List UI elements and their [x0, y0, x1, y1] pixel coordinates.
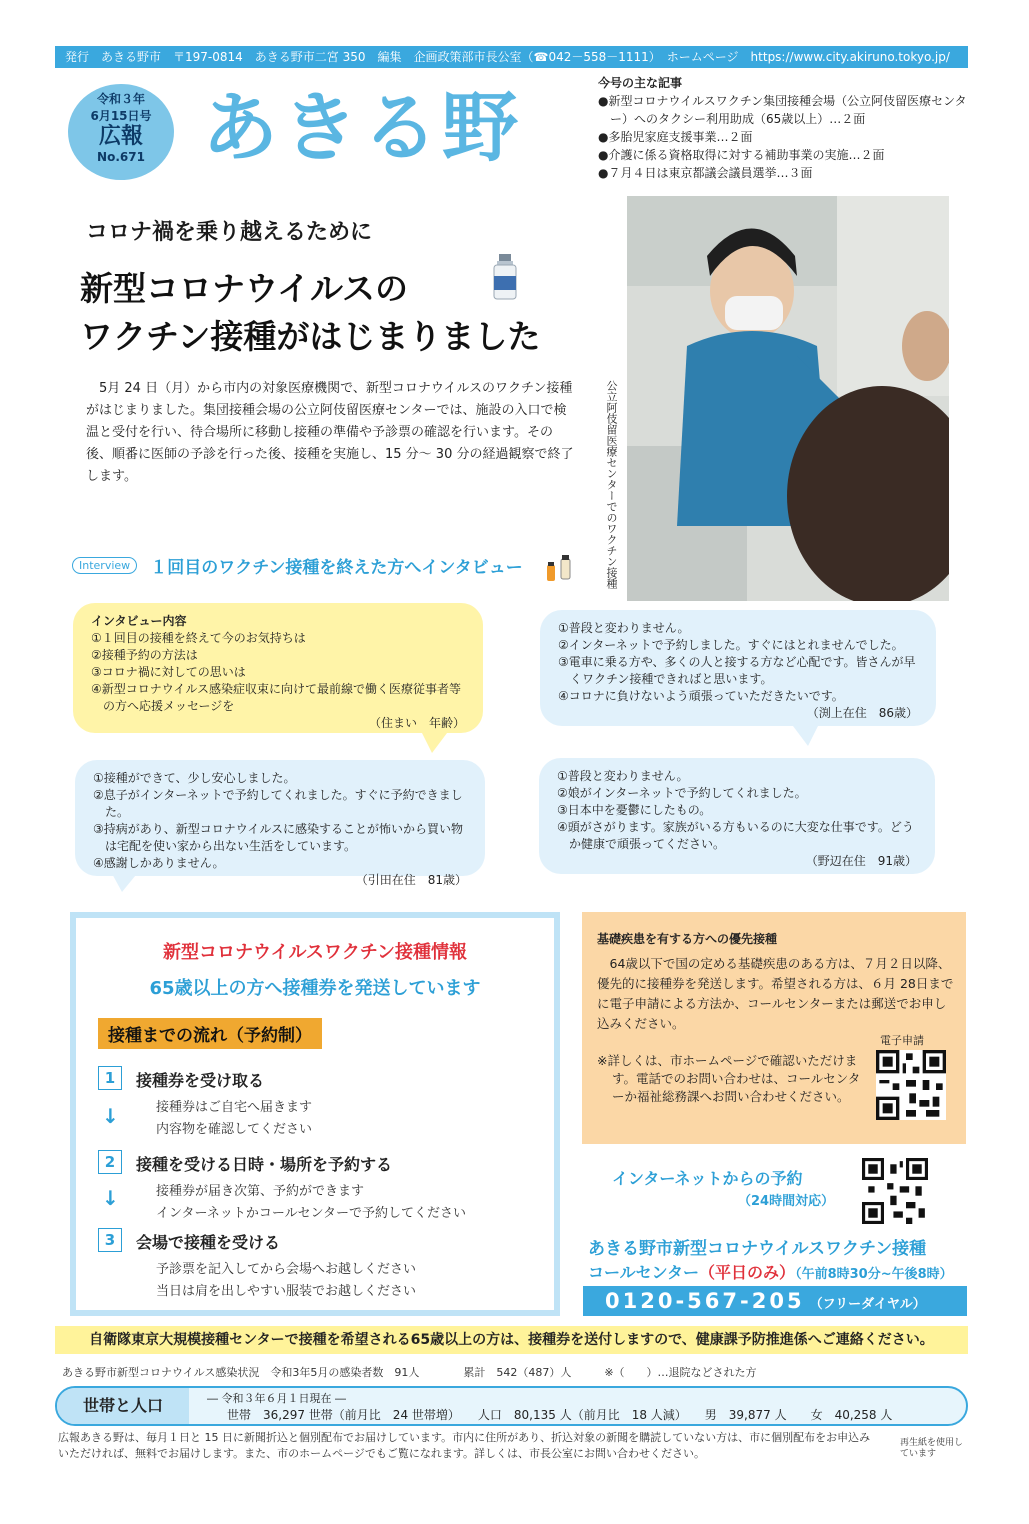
question-line: ②接種予約の方法は	[91, 648, 198, 662]
call-center-hours	[588, 1260, 953, 1283]
masthead-bar	[55, 46, 968, 68]
answer-line: ①普段と変わりません。	[557, 769, 689, 783]
vaccination-photo	[627, 196, 949, 601]
photo-caption: 公立阿伎留医療センターでのワクチン接種	[605, 380, 618, 589]
interview-header	[72, 553, 523, 578]
newspaper-logo: あきる野	[202, 83, 522, 172]
answer-line: ③電車に乗る方や、多くの人と接する方など心配です。皆さんが早くワクチン接種できればと思います。	[558, 655, 916, 686]
call-center-time: （午前8時30分~午後8時）	[795, 1267, 953, 1282]
answer-line: ④感謝しかありません。	[93, 856, 225, 870]
answer-line: ②娘がインターネットで予約してくれました。	[557, 786, 807, 800]
down-arrow-icon: ↓	[102, 1104, 119, 1128]
answer-line: ①接種ができて、少し安心しました。	[93, 771, 296, 785]
question-line: ③コロナ禍に対しての思いは	[91, 665, 246, 679]
bubble-tail	[790, 722, 820, 746]
infection-status: あきる野市新型コロナウイルス感染状況 令和3年5月の感染者数 91人 累計 542（487）人 ※（ ）…退院などされた方	[62, 1366, 757, 1379]
table-of-contents	[598, 74, 968, 182]
answer-line: ①普段と変わりません。	[558, 621, 690, 635]
call-center-label: コールセンター	[588, 1263, 700, 1282]
step-detail: 接種券が届き次第、予約ができます	[156, 1184, 365, 1199]
qr-code-icon[interactable]	[876, 1050, 946, 1120]
respondent-name: （引田在住 81歳）	[355, 873, 467, 887]
weekday-only: （平日のみ）	[699, 1263, 796, 1282]
step-number: 2	[98, 1150, 122, 1174]
population-box	[55, 1386, 968, 1426]
issue-date: 6月15日号	[90, 109, 152, 123]
toc-item[interactable]: ●７月４日は東京都議会議員選挙…３面	[598, 166, 813, 180]
priority-vaccination-box	[582, 912, 966, 1144]
free-dial-label: （フリーダイヤル）	[809, 1297, 926, 1312]
phone-bar[interactable]	[583, 1286, 967, 1316]
down-arrow-icon: ↓	[102, 1186, 119, 1210]
step-detail: 当日は肩を出しやすい服装でお越しください	[156, 1284, 417, 1299]
headline-line-2: ワクチン接種がはじまりました	[80, 317, 541, 356]
interview-pill: Interview	[72, 557, 137, 574]
answer-line: ③日本中を憂鬱にしたもの。	[557, 803, 712, 817]
toc-item[interactable]: ●介護に係る資格取得に対する補助事業の実施…２面	[598, 148, 885, 162]
headline-line-1: 新型コロナウイルスの	[80, 269, 409, 308]
step-detail: インターネットかコールセンターで予約してください	[156, 1206, 467, 1221]
priority-body: 64歳以下で国の定める基礎疾患のある方は、７月２日以降、優先的に接種券を発送します。希望される方は、６月 28日までに電子申請による方法か、コールセンターまたは郵送でお申し込みください。	[597, 956, 954, 1031]
step-title: 接種を受ける日時・場所を予約する	[136, 1155, 393, 1174]
issue-kouhou: 広報	[98, 124, 143, 149]
phone-number[interactable]: 0120-567-205	[605, 1289, 805, 1313]
question-line: ④新型コロナウイルス感染症収束に向けて最前線で働く医療従事者等の方へ応援メッセージを	[91, 682, 462, 713]
qr-code-icon[interactable]	[862, 1158, 928, 1224]
population-label: 世帯と人口	[57, 1388, 189, 1424]
toc-item[interactable]: ●新型コロナウイルスワクチン集団接種会場（公立阿伎留医療センター）へのタクシー利用助成（65歳以上）…２面	[598, 94, 967, 126]
priority-title: 基礎疾患を有する方への優先接種	[597, 932, 778, 946]
toc-item[interactable]: ●多胎児家庭支援事業…２面	[598, 130, 753, 144]
publisher-info: 発行 あきる野市 〒197-0814 あきる野市二宮 350 編集 企画政策部市長公室（☎042－558－1111） ホームページ https://www.city.akiruno.tokyo.jp/	[65, 50, 950, 64]
question-line: ①１回目の接種を終えて今のお気持ちは	[91, 631, 306, 645]
interview-title: １回目のワクチン接種を終えた方へインタビュー	[150, 558, 523, 578]
answer-line: ④コロナに負けないよう頑張っていただきたいです。	[558, 689, 844, 703]
vial-pair-icon	[541, 553, 581, 583]
interview-answer-bubble	[540, 610, 936, 726]
article-lead: コロナ禍を乗り越えるために	[86, 220, 373, 245]
respondent-name: （野辺在住 91歳）	[805, 854, 917, 868]
respondent-format: （住まい 年齢）	[368, 716, 465, 730]
issue-badge	[68, 84, 174, 180]
qr-label: 電子申請	[880, 1034, 924, 1047]
sdf-notice: 自衛隊東京大規模接種センターで接種を希望される65歳以上の方は、接種券を送付しますので、健康課予防推進係へご連絡ください。	[55, 1326, 968, 1354]
bubble-tail	[110, 870, 140, 892]
step-detail: 接種券はご自宅へ届きます	[156, 1100, 313, 1115]
population-values: 世帯 36,297 世帯（前月比 24 世帯増） 人口 80,135 人（前月比 18 人減） 男 39,877 人 女 40,258 人	[227, 1408, 893, 1422]
article-headline	[80, 265, 540, 361]
respondent-name: （渕上在住 86歳）	[806, 706, 918, 720]
step-number: 3	[98, 1228, 122, 1252]
flow-label: 接種までの流れ（予約制）	[98, 1018, 322, 1049]
vaccine-info-subtitle: 65歳以上の方へ接種券を発送しています	[149, 978, 481, 999]
recycled-paper-note: 再生紙を使用しています	[900, 1438, 964, 1459]
vaccine-vial-icon	[488, 252, 522, 302]
interview-answer-bubble	[75, 760, 485, 887]
footer-note: 広報あきる野は、毎月１日と 15 日に新聞折込と個別配布でお届けしています。市内に住所があり、折込対象の新聞を購読していない方は、市に個別配布をお申込みいただければ、無料でお届けします。また、市のホームページでもご覧になれます。詳しくは、市長公室にお問い合わせください。	[58, 1431, 871, 1460]
article-intro: 5月 24 日（月）から市内の対象医療機関で、新型コロナウイルスのワクチン接種がはじまりました。集団接種会場の公立阿伎留医療センターでは、施設の入口で検温と受付を行い、待合場所に移動し接種の準備や予診票の確認を行います。その後、順番に医師の予診を行った後、接種を実施し、15 分～ 30 分の経過観察で終了します。	[86, 381, 574, 484]
internet-reservation-title: インターネットからの予約	[612, 1169, 803, 1188]
internet-reservation-hours: （24時間対応）	[738, 1194, 835, 1209]
call-center-name: あきる野市新型コロナウイルスワクチン接種	[588, 1239, 927, 1259]
answer-line: ②インターネットで予約しました。すぐにはとれませんでした。	[558, 638, 904, 652]
priority-note: ※詳しくは、市ホームページで確認いただけます。電話でのお問い合わせは、コールセンターか福祉総務課へお問い合わせください。	[597, 1053, 861, 1104]
interview-questions-title: インタビュー内容	[91, 614, 187, 628]
issue-era: 令和３年	[96, 92, 145, 106]
step-detail: 予診票を記入してから会場へお越しください	[156, 1262, 417, 1277]
answer-line: ③持病があり、新型コロナウイルスに感染することが怖いから買い物は宅配を使い家から出ない生活をしています。	[93, 822, 464, 853]
step-detail: 内容物を確認してください	[156, 1122, 313, 1137]
interview-answer-bubble	[539, 758, 935, 874]
answer-line: ④頭がさがります。家族がいる方もいるのに大変な仕事です。どうか健康で頑張ってください。	[557, 820, 914, 851]
interview-questions-bubble	[73, 603, 483, 733]
population-date: ― 令和３年６月１日現在 ―	[207, 1392, 346, 1405]
bubble-tail	[420, 729, 450, 753]
vaccine-info-title: 新型コロナウイルスワクチン接種情報	[162, 942, 468, 963]
step-number: 1	[98, 1066, 122, 1090]
issue-number: No.671	[97, 150, 145, 164]
toc-title: 今号の主な記事	[598, 76, 683, 90]
step-title: 会場で接種を受ける	[136, 1233, 281, 1252]
answer-line: ②息子がインターネットで予約してくれました。すぐに予約できました。	[93, 788, 463, 819]
vaccine-info-box	[70, 912, 560, 1316]
step-title: 接種券を受け取る	[136, 1071, 265, 1090]
